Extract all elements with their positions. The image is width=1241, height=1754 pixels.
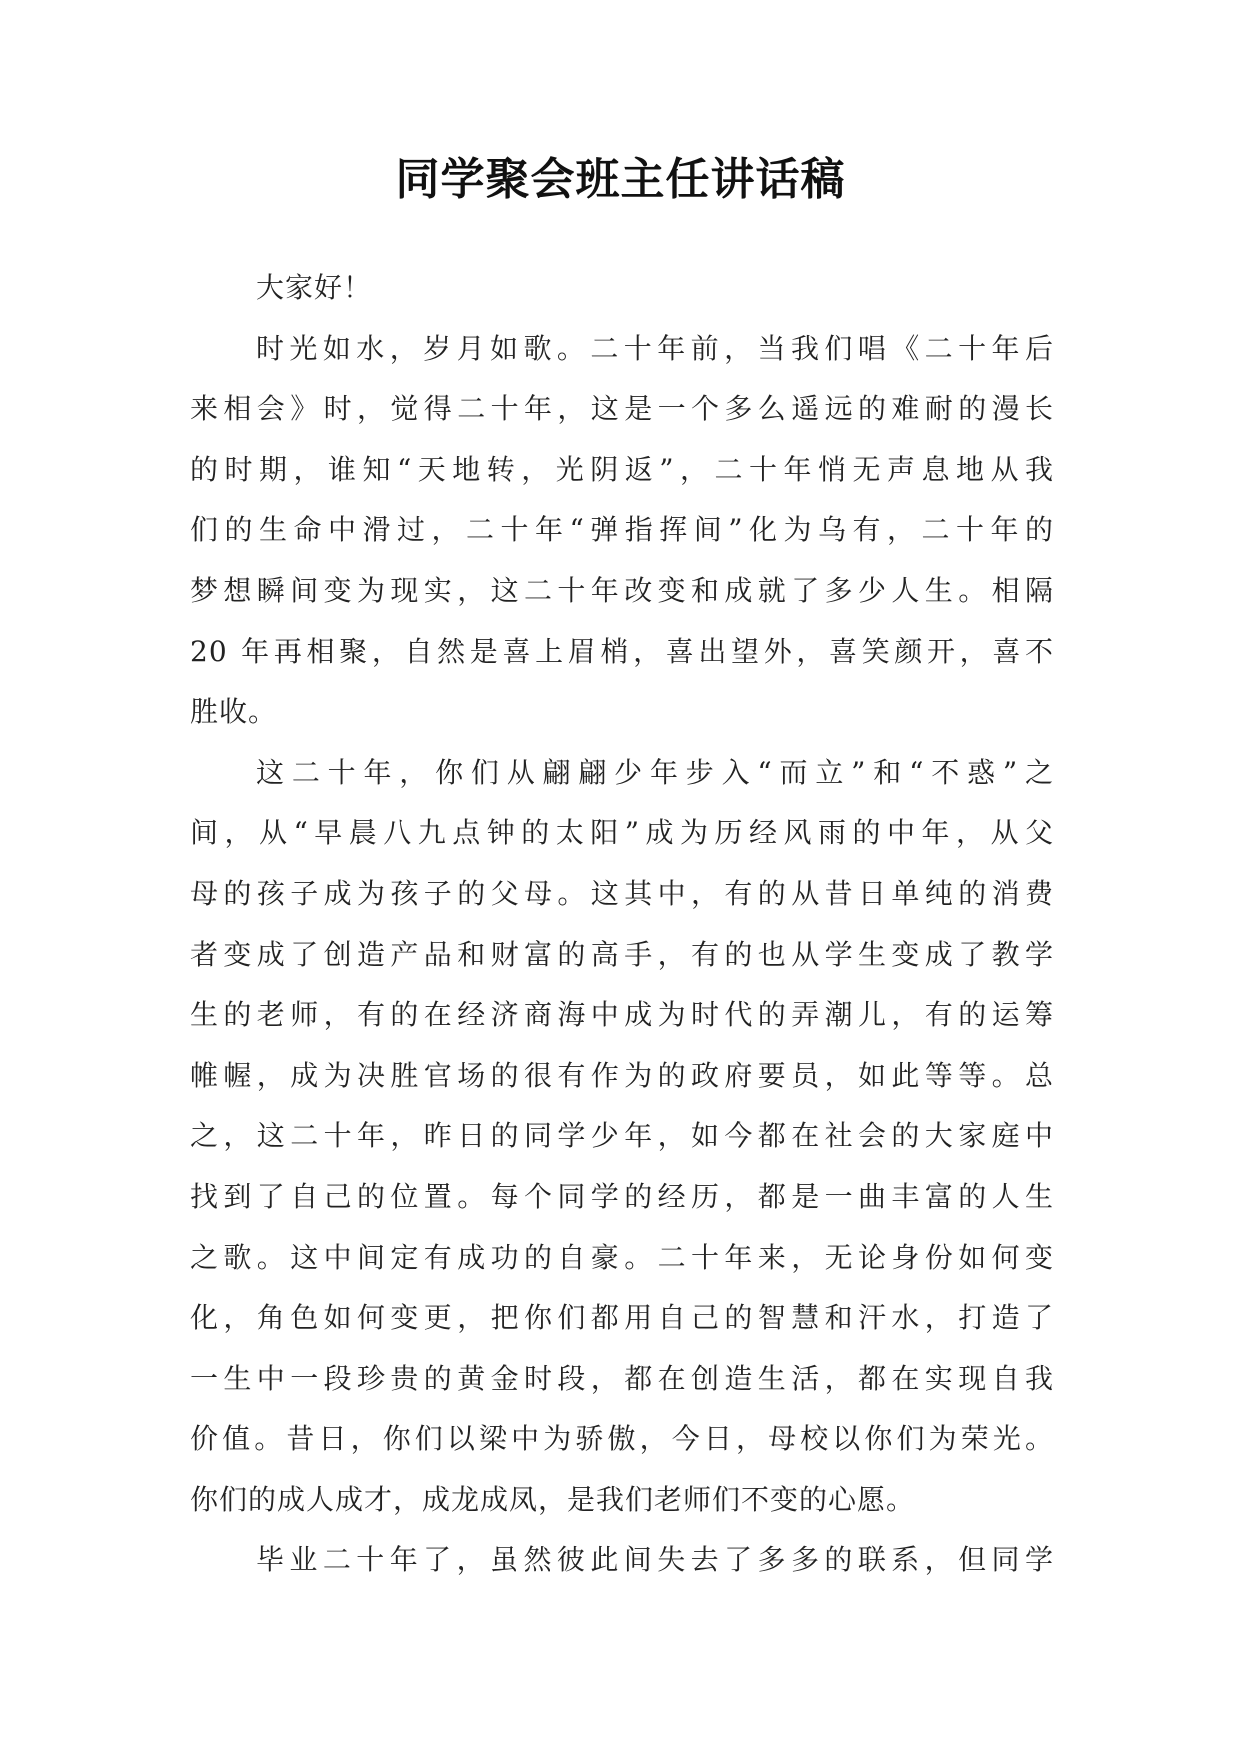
text-line: 一生中一段珍贵的黄金时段，都在创造生活，都在实现自我 xyxy=(190,1361,1054,1395)
text-line: 们的生命中滑过，二十年“弹指挥间”化为乌有，二十年的 xyxy=(190,513,1054,547)
text-line: 找到了自己的位置。每个同学的经历，都是一曲丰富的人生 xyxy=(190,1179,1054,1213)
text-line: 时光如水，岁月如歌。二十年前，当我们唱《二十年后 xyxy=(256,331,1054,365)
document-title: 同学聚会班主任讲话稿 xyxy=(395,154,846,205)
text-line: 大家好！ xyxy=(256,271,373,304)
text-line: 毕业二十年了，虽然彼此间失去了多多的联系，但同学 xyxy=(256,1543,1054,1577)
text-line: 生的老师，有的在经济商海中成为时代的弄潮儿，有的运筹 xyxy=(190,998,1054,1032)
text-line: 间，从“早晨八九点钟的太阳”成为历经风雨的中年，从父 xyxy=(190,816,1054,850)
text-line: 帷幄，成为决胜官场的很有作为的政府要员，如此等等。总 xyxy=(190,1058,1054,1092)
text-line: 者变成了创造产品和财富的高手，有的也从学生变成了教学 xyxy=(190,937,1054,971)
text-line: 之歌。这中间定有成功的自豪。二十年来，无论身份如何变 xyxy=(190,1240,1054,1274)
text-line: 梦想瞬间变为现实，这二十年改变和成就了多少人生。相隔 xyxy=(190,573,1054,607)
text-line: 这二十年，你们从翩翩少年步入“而立”和“不惑”之 xyxy=(256,755,1054,789)
text-line: 价值。昔日，你们以梁中为骄傲，今日，母校以你们为荣光。 xyxy=(190,1422,1054,1456)
text-line: 的时期，谁知“天地转，光阴返”，二十年悄无声息地从我 xyxy=(190,452,1054,486)
text-line: 你们的成人成才，成龙成凤，是我们老师们不变的心愿。 xyxy=(190,1482,916,1516)
text-line: 之，这二十年，昨日的同学少年，如今都在社会的大家庭中 xyxy=(190,1119,1054,1153)
text-line: 胜收。 xyxy=(190,695,278,729)
text-line: 母的孩子成为孩子的父母。这其中，有的从昔日单纯的消费 xyxy=(190,876,1054,910)
document-body xyxy=(190,258,1054,1591)
text-line: 来相会》时，觉得二十年，这是一个多么遥远的难耐的漫长 xyxy=(190,392,1054,426)
text-line: 20 年再相聚，自然是喜上眉梢，喜出望外，喜笑颜开，喜不 xyxy=(190,634,1054,668)
text-line: 化，角色如何变更，把你们都用自己的智慧和汗水，打造了 xyxy=(190,1301,1054,1335)
